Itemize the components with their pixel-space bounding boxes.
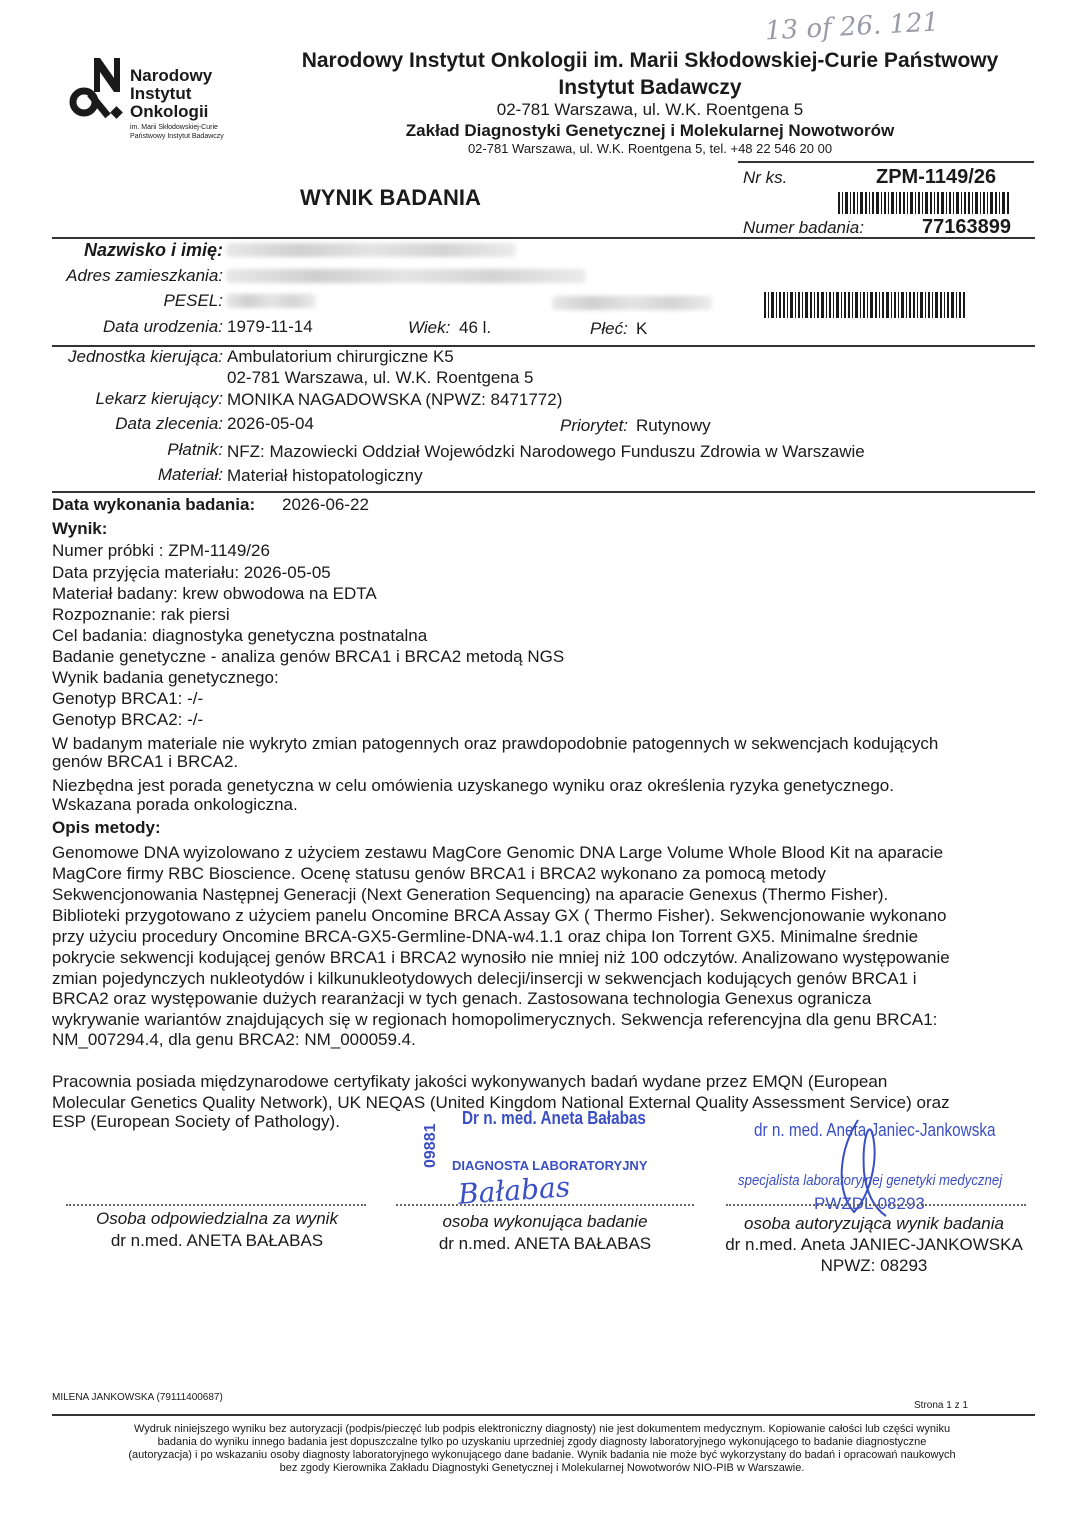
method-line: NM_007294.4, dla genu BRCA2: NM_000059.4. [52, 1030, 416, 1049]
disclaimer-line: badania do wyniku innego badania jest dopuszczalne tylko po uzyskaniu uprzedniej zgody diagnosty laboratoryjnego wykonującego to badanie diagnostyczne [157, 1436, 927, 1448]
unit-label: Jednostka kierująca: [68, 347, 223, 366]
dob-label: Data urodzenia: [102, 317, 223, 336]
certification-line: Pracownia posiada międzynarodowe certyfikaty jakości wykonywanych badań wydane przez EMQN (European [52, 1072, 888, 1091]
logo-name-line3: Onkologii [130, 102, 209, 121]
nrks-barcode-icon [838, 192, 1010, 214]
logo-sub-line1: im. Marii Skłodowskiej-Curie [130, 124, 218, 131]
header-rule [738, 161, 1034, 163]
institute-address: 02-781 Warszawa, ul. W.K. Roentgena 5 [496, 100, 804, 119]
result-recommendation: Niezbędna jest porada genetyczna w celu omówienia uzyskanego wyniku oraz określenia ryzyka genetycznego. [52, 776, 894, 795]
genotype-brca2: Genotyp BRCA2: -/- [52, 710, 204, 729]
age-label: Wiek: [408, 318, 451, 337]
logo-name-line1: Narodowy [130, 66, 213, 85]
logo-name-line2: Instytut [130, 84, 192, 103]
priority-label: Priorytet: [560, 416, 629, 435]
patient-name-label: Nazwisko i imię: [83, 240, 223, 260]
department-name: Zakład Diagnostyki Genetycznej i Molekularnej Nowotworów [405, 121, 895, 140]
result-line: Numer próbki : ZPM-1149/26 [52, 541, 270, 560]
doctor-value: MONIKA NAGADOWSKA (NPWZ: 8471772) [227, 390, 563, 409]
result-conclusion: W badanym materiale nie wykryto zmian patogennych oraz prawdopodobnie patogennych w sekwencjach kodujących [52, 734, 939, 753]
signature-name-2: dr n.med. ANETA BAŁABAS [438, 1234, 652, 1253]
institute-logo [68, 52, 248, 152]
signature-npwz-3: NPWZ: 08293 [820, 1256, 928, 1275]
patient-address-label: Adres zamieszkania: [66, 266, 223, 285]
signature-role-3: osoba autoryzująca wynik badania [744, 1214, 1004, 1233]
logo-sub-line2: Państwowy Instytut Badawczy [130, 133, 224, 140]
priority-value: Rutynowy [636, 416, 711, 435]
stamp1-role: DIAGNOSTA LABORATORYJNY [452, 1158, 648, 1173]
age-value: 46 l. [459, 318, 492, 337]
disclaimer-line: Wydruk niniejszego wyniku bez autoryzacji (podpis/pieczęć lub podpis elektroniczny diagnosty) nie jest dokumentem medycznym. Kopiowanie całości lub części wyniku [133, 1423, 951, 1435]
signature-name-1: dr n.med. ANETA BAŁABAS [110, 1231, 324, 1250]
report-title: WYNIK BADANIA [300, 185, 481, 210]
result-line: Materiał badany: krew obwodowa na EDTA [52, 584, 377, 603]
stamp2-name: dr n. med. Aneta Janiec-Jankowska [754, 1120, 996, 1140]
payer-value: NFZ: Mazowiecki Oddział Wojewódzki Narodowego Funduszu Zdrowia w Warszawie [227, 442, 865, 461]
order-date-label: Data zlecenia: [115, 414, 223, 433]
handwritten-note: 13 of 26. 121 [764, 7, 940, 47]
pesel-redacted-2 [552, 296, 712, 310]
dob-value: 1979-11-14 [227, 317, 313, 336]
disclaimer-line: (autoryzacja) i po wskazaniu osoby diagnosty laboratoryjnego wykonującego dane badanie. Wynik badania nie może być wykorzystany do badań i opracowań naukowych [128, 1449, 956, 1461]
footer-rule [52, 1414, 1035, 1416]
numer-badania-value: 77163899 [922, 216, 1011, 238]
department-address: 02-781 Warszawa, ul. W.K. Roentgena 5, tel. +48 22 546 20 00 [467, 141, 833, 156]
exec-date-value: 2026-06-22 [282, 495, 369, 514]
certification-line: ESP (European Society of Pathology). [52, 1112, 340, 1131]
method-line: przy użyciu procedury Oncomine BRCA-GX5-Germline-DNA-w4.1.1 oraz chipa Ion Torrent GX5. Minimalne średnie [52, 927, 919, 946]
signature-line-3 [726, 1204, 1026, 1206]
result-line: Rozpoznanie: rak piersi [52, 605, 230, 624]
section-rule-3 [52, 491, 1035, 493]
result-line: Cel badania: diagnostyka genetyczna postnatalna [52, 626, 428, 645]
nrks-label: Nr ks. [743, 168, 788, 187]
signature-balabas: Bałabas [456, 1170, 572, 1211]
stamp1-name: Dr n. med. Aneta Bałabas [462, 1108, 646, 1128]
method-line: zmian pojedynczych nukleotydów i kilkunukleotydowych delecji/insercji w sekwencjach kodujących genów BRCA1 i [52, 969, 917, 988]
nio-logo-icon [68, 54, 124, 124]
institute-name-line1: Narodowy Instytut Onkologii im. Marii Skłodowskiej-Curie Państwowy [301, 49, 999, 72]
material-label: Materiał: [157, 465, 223, 484]
result-heading: Wynik: [52, 519, 108, 538]
signature-name-3: dr n.med. Aneta JANIEC-JANKOWSKA [725, 1235, 1023, 1254]
genotype-brca1: Genotyp BRCA1: -/- [52, 689, 204, 708]
pesel-redacted [226, 294, 316, 308]
stamp1-number: 09881 [422, 1123, 439, 1168]
patient-name-redacted [226, 243, 516, 257]
result-conclusion: genów BRCA1 i BRCA2. [52, 752, 239, 771]
certification-line: Molecular Genetics Quality Network), UK NEQAS (United Kingdom National External Quality Assessment Service) oraz [52, 1093, 950, 1112]
order-date-value: 2026-05-04 [227, 414, 314, 433]
signature-line-2 [396, 1204, 694, 1206]
method-line: Sekwencjonowania Następnej Generacji (Next Generation Sequencing) na aparacie Genexus (Thermo Fisher). [52, 885, 889, 904]
method-line: wykrywanie wariantów znajdujących się w regionach homopolimerycznych. Sekwencja referencyjna dla genu BRCA1: [52, 1010, 938, 1029]
patient-barcode-icon [764, 292, 966, 318]
stamp2-role: specjalista laboratoryjnej genetyki medycznej [738, 1172, 1003, 1189]
method-line: Biblioteki przygotowano z użyciem panelu Oncomine BRCA Assay GX ( Thermo Fisher). Sekwencjonowanie wykonano [52, 906, 947, 925]
numer-badania-label: Numer badania: [743, 218, 864, 237]
exec-date-label: Data wykonania badania: [52, 495, 256, 514]
result-line: Wynik badania genetycznego: [52, 668, 279, 687]
result-line: Data przyjęcia materiału: 2026-05-05 [52, 563, 331, 582]
institute-name-line2: Instytut Badawczy [558, 76, 742, 99]
section-rule-1 [52, 237, 1035, 239]
signature-line-1 [66, 1204, 366, 1206]
method-line: MagCore firmy RBC Bioscience. Ocenę statusu genów BRCA1 i BRCA2 wykonano za pomocą metody [52, 864, 826, 883]
unit-value-line1: Ambulatorium chirurgiczne K5 [227, 347, 454, 366]
doctor-label: Lekarz kierujący: [95, 389, 223, 408]
method-line: pokrycie sekwencji kodującej genów BRCA1 i BRCA2 wynosiło nie mniej niż 100 odczytów. Analizowano występowanie [52, 948, 950, 967]
pesel-label: PESEL: [163, 291, 223, 310]
nrks-value: ZPM-1149/26 [876, 166, 997, 188]
operator-info: MILENA JANKOWSKA (79111400687) [52, 1392, 223, 1403]
sex-value: K [636, 319, 648, 338]
stamp-balabas [422, 1108, 684, 1211]
sex-label: Płeć: [590, 319, 628, 338]
result-recommendation: Wskazana porada onkologiczna. [52, 795, 298, 814]
stamp2-pwz: PWZDL 08293 [814, 1194, 925, 1213]
signature-role-2: osoba wykonująca badanie [442, 1212, 648, 1231]
disclaimer-line: bez zgody Kierownika Zakładu Diagnostyki Genetycznej i Molekularnej Nowotworów NIO-PIB w Warszawie. [279, 1462, 805, 1474]
result-line: Badanie genetyczne - analiza genów BRCA1 i BRCA2 metodą NGS [52, 647, 565, 666]
signature-role-1: Osoba odpowiedzialna za wynik [96, 1209, 338, 1228]
method-line: BRCA2 oraz występowanie dużych rearanżacji w tych genach. Zastosowana technologia Genexus ogranicza [52, 989, 872, 1008]
material-value: Materiał histopatologiczny [227, 466, 423, 485]
unit-value-line2: 02-781 Warszawa, ul. W.K. Roentgena 5 [227, 368, 534, 387]
page-number: Strona 1 z 1 [914, 1400, 968, 1411]
patient-address-redacted [226, 269, 586, 283]
method-heading: Opis metody: [52, 818, 161, 837]
method-line: Genomowe DNA wyizolowano z użyciem zestawu MagCore Genomic DNA Large Volume Whole Blood Kit na aparacie [52, 843, 944, 862]
payer-label: Płatnik: [167, 440, 223, 459]
